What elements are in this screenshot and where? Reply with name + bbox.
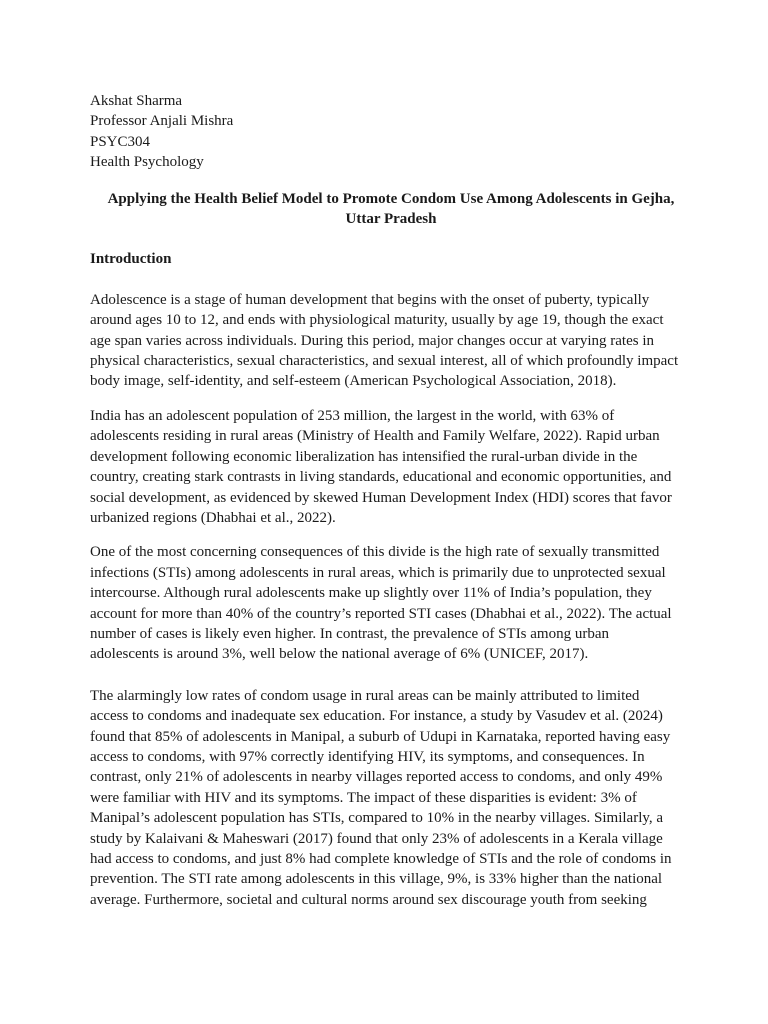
paragraph-1: Adolescence is a stage of human development that begins with the onset of puberty, typically around ages 10 to 12, and ends with physiological maturity, usually by age 19, though the exact age span varies across individuals. During this period, major changes occur at varying rates in physical characteristics, sexual characteristics, and sexual interest, all of which profoundly impact body image, self-identity, and self-esteem (American Psychological Association, 2018). — [90, 291, 679, 390]
section-heading-introduction: Introduction — [90, 251, 172, 268]
document-page — [90, 91, 680, 924]
paragraph-2: India has an adolescent population of 253 million, the largest in the world, with 63% of adolescents residing in rural areas (Ministry of Health and Family Welfare, 2022). Rapid urban development following economic liberalization has intensified the rural-urban divide in the country, creating stark contrasts in living standards, educational and economic opportunities, and social development, as evidenced by skewed Human Development Index (HDI) scores that favor urbanized regions (Dhabhai et al., 2022). — [90, 407, 672, 526]
paragraph-4: The alarmingly low rates of condom usage in rural areas can be mainly attributed to limited access to condoms and inadequate sex education. For instance, a study by Vasudev et al. (2024) found that 85% of adolescents in Manipal, a suburb of Udupi in Karnataka, reported having easy access to condoms, with 97% correctly identifying HIV, its symptoms, and consequences. In contrast, only 21% of adolescents in nearby villages reported access to condoms, and only 49% were familiar with HIV and its symptoms. The impact of these disparities is evident: 3% of Manipal’s adolescent population has STIs, compared to 10% in the nearby villages. Similarly, a study by Kalaivani & Maheswari (2017) found that only 23% of adolescents in a Kerala village had access to condoms, and just 8% had complete knowledge of STIs and the role of condoms in prevention. The STI rate among adolescents in this village, 9%, is 33% higher than the national average. Furthermore, societal and cultural norms around sex discourage youth from seeking — [90, 687, 672, 908]
paragraph-3: One of the most concerning consequences of this divide is the high rate of sexually transmitted infections (STIs) among adolescents in rural areas, which is primarily due to unprotected sexual intercourse. Although rural adolescents make up slightly over 11% of India’s population, they account for more than 40% of the country’s reported STI cases (Dhabhai et al., 2022). The actual number of cases is likely even higher. In contrast, the prevalence of STIs among urban adolescents is around 3%, well below the national average of 6% (UNICEF, 2017). — [90, 544, 672, 663]
author-name: Akshat Sharma — [90, 93, 183, 109]
course-name: Health Psychology — [90, 154, 204, 171]
paper-title: Applying the Health Belief Model to Promote Condom Use Among Adolescents in Gejha, Uttar Pradesh — [107, 190, 675, 228]
header-block — [90, 91, 680, 173]
professor-name: Professor Anjali Mishra — [90, 113, 234, 130]
course-code: PSYC304 — [90, 133, 151, 150]
